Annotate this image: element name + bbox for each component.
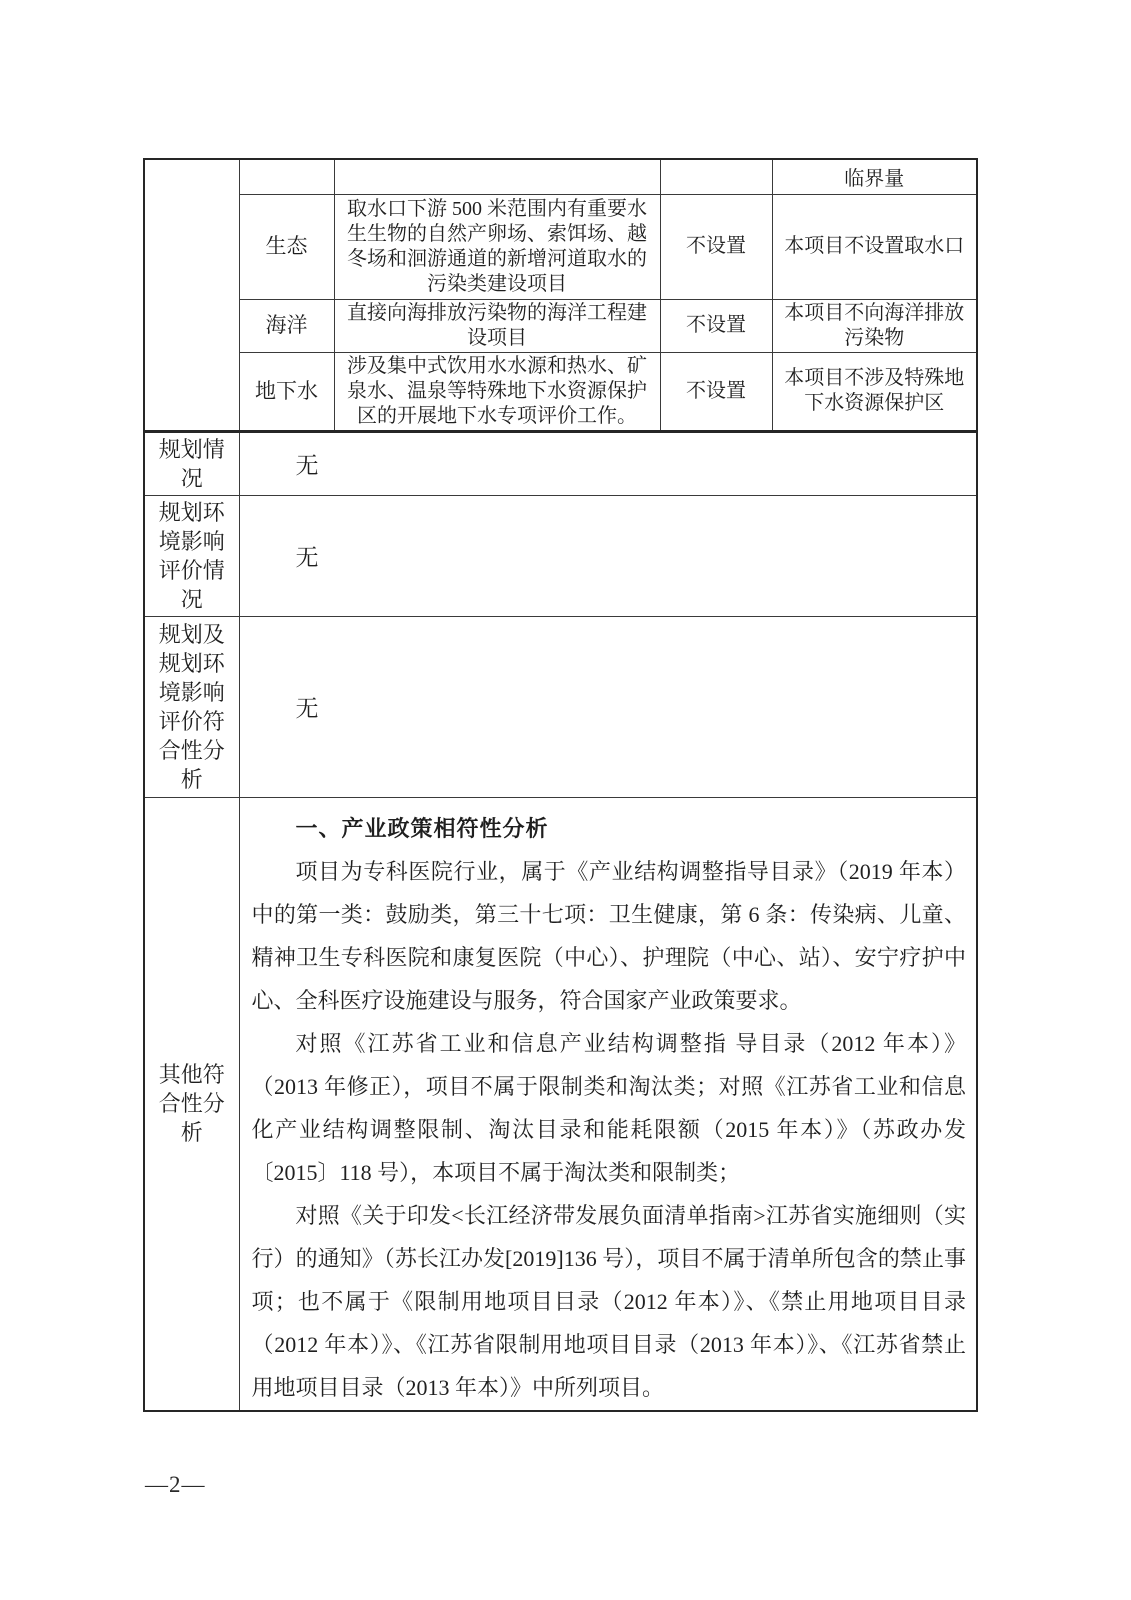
- content-cell-other-conformity: [239, 797, 977, 1411]
- table-row-planning-status: [144, 431, 977, 495]
- description-cell-ecology: 取水口下游 500 米范围内有重要水生生物的自然产卵场、索饵场、越冬场和洄游通道的新增河道取水的污染类建设项目: [334, 194, 660, 299]
- policy-paragraph-3: 对照《关于印发<长江经济带发展负面清单指南>江苏省实施细则（实行）的通知》（苏长江办发[2019]136 号），项目不属于清单所包含的禁止事项；也不属于《限制用地项目目录（2012 年本）》、《禁止用地项目目录（2012 年本）》、《江苏省限制用地项目目录（2013 年本）》、《江苏省禁止用地项目目录（2013 年本）》中所列项目。: [251, 1202, 966, 1400]
- note-cell-marine: 本项目不向海洋排放污染物: [772, 299, 977, 352]
- note-cell-ecology: 本项目不设置取水口: [772, 194, 977, 299]
- content-cell-planning-conformity: 无: [239, 616, 977, 797]
- empty-cell: [334, 159, 660, 194]
- table-row-ecology: [144, 194, 977, 299]
- table-row-other-conformity: [144, 797, 977, 1411]
- policy-paragraph-1: 项目为专科医院行业，属于《产业结构调整指导目录》（2019 年本）中的第一类：鼓励类，第三十七项：卫生健康，第 6 条：传染病、儿童、精神卫生专科医院和康复医院（中心）、护理院（中心、站）、安宁疗护中心、全科医疗设施建设与服务，符合国家产业政策要求。: [251, 858, 966, 1013]
- category-cell-groundwater: 地下水: [239, 352, 334, 431]
- empty-cell: [660, 159, 772, 194]
- setting-cell-marine: 不设置: [660, 299, 772, 352]
- policy-paragraph-2: 对照《江苏省工业和信息产业结构调整指 导目录（2012 年本）》（2013 年修正），项目不属于限制类和淘汰类；对照《江苏省工业和信息化产业结构调整限制、淘汰目录和能耗限额（2015 年本）》（苏政办发〔2015〕118 号），本项目不属于淘汰类和限制类；: [251, 1030, 966, 1185]
- table-row-continued-header: [144, 159, 977, 194]
- section-heading-industrial-policy: 一、产业政策相符性分析: [295, 815, 549, 841]
- table-row-groundwater: [144, 352, 977, 431]
- row-label-planning-status: 规划情况: [144, 431, 239, 495]
- table-row-planning-eia-status: [144, 495, 977, 616]
- row-label-planning-conformity: 规划及规划环境影响评价符合性分析: [144, 616, 239, 797]
- setting-cell-ecology: 不设置: [660, 194, 772, 299]
- empty-spanner-cell: [144, 159, 239, 431]
- critical-quantity-header-cell: 临界量: [772, 159, 977, 194]
- table-row-planning-conformity: [144, 616, 977, 797]
- screening-form-table: [143, 158, 978, 1412]
- empty-cell: [239, 159, 334, 194]
- setting-cell-groundwater: 不设置: [660, 352, 772, 431]
- description-cell-marine: 直接向海排放污染物的海洋工程建设项目: [334, 299, 660, 352]
- row-label-planning-eia-status: 规划环境影响评价情况: [144, 495, 239, 616]
- description-cell-groundwater: 涉及集中式饮用水水源和热水、矿泉水、温泉等特殊地下水资源保护区的开展地下水专项评价工作。: [334, 352, 660, 431]
- table-row-marine: [144, 299, 977, 352]
- content-cell-planning-eia-status: 无: [239, 495, 977, 616]
- page-number: —2—: [145, 1472, 206, 1497]
- category-cell-marine: 海洋: [239, 299, 334, 352]
- note-cell-groundwater: 本项目不涉及特殊地下水资源保护区: [772, 352, 977, 431]
- row-label-other-conformity: 其他符合性分析: [144, 797, 239, 1411]
- content-cell-planning-status: 无: [239, 431, 977, 495]
- category-cell-ecology: 生态: [239, 194, 334, 299]
